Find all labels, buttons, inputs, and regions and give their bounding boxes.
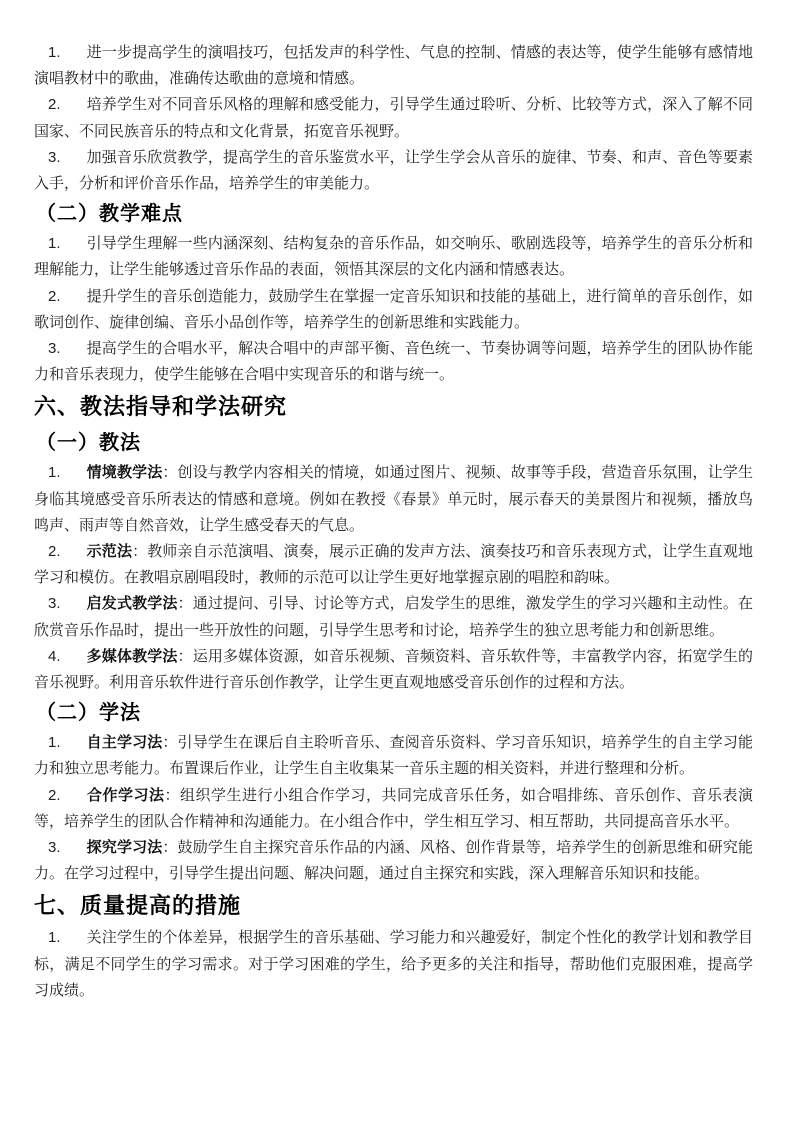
item-text: 培养学生对不同音乐风格的理解和感受能力，引导学生通过聆听、分析、比较等方式，深入了解不同国家、不同民族音乐的特点和文化背景，拓宽音乐视野。 (34, 96, 753, 140)
item-number: 1. (48, 734, 61, 752)
item-number: 1. (48, 464, 61, 482)
item-lead-term: 情境教学法 (86, 464, 163, 482)
item-text: 提升学生的音乐创造能力，鼓励学生在掌握一定音乐知识和技能的基础上，进行简单的音乐创作，如歌词创作、旋律创编、音乐小品创作等，培养学生的创新思维和实践能力。 (34, 287, 753, 331)
item-number: 1. (48, 44, 61, 61)
numbered-item (34, 40, 753, 92)
item-text: ：引导学生在课后自主聆听音乐、查阅音乐资料、学习音乐知识，培养学生的自主学习能力和独立思考能力。布置课后作业，让学生自主收集某一音乐主题的相关资料，并进行整理和分析。 (34, 734, 753, 778)
item-text: ：运用多媒体资源，如音乐视频、音频资料、音乐软件等，丰富教学内容，拓宽学生的音乐视野。利用音乐软件进行音乐创作教学，让学生更直观地感受音乐创作的过程和方法。 (34, 647, 753, 692)
item-text: 提高学生的合唱水平，解决合唱中的声部平衡、音色统一、节奏协调等问题，培养学生的团队协作能力和音乐表现力，使学生能够在合唱中实现音乐的和谐与统一。 (34, 340, 753, 384)
item-lead-term: 自主学习法 (86, 734, 163, 752)
numbered-item (34, 835, 753, 887)
item-text: 引导学生理解一些内涵深刻、结构复杂的音乐作品，如交响乐、歌剧选段等，培养学生的音乐分析和理解能力，让学生能够透过音乐作品的表面，领悟其深层的文化内涵和情感表达。 (34, 235, 753, 279)
item-number: 1. (48, 929, 61, 947)
numbered-item (34, 925, 753, 1004)
item-lead-term: 合作学习法 (86, 786, 165, 804)
item-text: ：教师亲自示范演唱、演奏，展示正确的发声方法、演奏技巧和音乐表现方式，让学生直观地学习和模仿。在教唱京剧唱段时，教师的示范可以让学生更好地掌握京剧的唱腔和韵味。 (34, 543, 753, 587)
item-number: 3. (48, 340, 61, 358)
item-text: 加强音乐欣赏教学，提高学生的音乐鉴赏水平，让学生学会从音乐的旋律、节奏、和声、音色等要素入手，分析和评价音乐作品，培养学生的审美能力。 (34, 148, 753, 193)
item-text: ：通过提问、引导、讨论等方式，启发学生的思维，激发学生的学习兴趣和主动性。在欣赏音乐作品时，提出一些开放性的问题，引导学生思考和讨论，培养学生的独立思考能力和创新思维。 (34, 595, 753, 639)
numbered-item (34, 284, 753, 336)
item-number: 3. (48, 839, 61, 857)
heading-chapter-six: 六、教法指导和学法研究 (34, 394, 288, 420)
heading-teaching-difficulties: （二）教学难点 (36, 203, 183, 226)
heading-teaching-methods: （一）教法 (36, 432, 141, 455)
numbered-item (34, 92, 753, 144)
item-lead-term: 多媒体教学法 (86, 647, 178, 665)
item-number: 2. (48, 96, 61, 114)
numbered-item (34, 460, 753, 539)
heading-learning-methods: （二）学法 (36, 702, 141, 725)
item-number: 1. (48, 235, 61, 253)
item-lead-term: 启发式教学法 (86, 595, 178, 613)
item-text: 进一步提高学生的演唱技巧，包括发声的科学性、气息的控制、情感的表达等，使学生能够有感情地演唱教材中的歌曲，准确传达歌曲的意境和情感。 (34, 44, 753, 88)
item-number: 4. (48, 647, 61, 665)
item-text: ：鼓励学生自主探究音乐作品的内涵、风格、创作背景等，培养学生的创新思维和研究能力。在学习过程中，引导学生提出问题、解决问题，通过自主探究和实践，深入理解音乐知识和技能。 (34, 839, 753, 883)
numbered-item (34, 231, 753, 283)
numbered-item (34, 539, 753, 591)
item-number: 2. (48, 786, 61, 804)
item-text: ：组织学生进行小组合作学习，共同完成音乐任务，如合唱排练、音乐创作、音乐表演等，培养学生的团队合作精神和沟通能力。在小组合作中，学生相互学习、相互帮助，共同提高音乐水平。 (34, 786, 753, 830)
numbered-item (34, 145, 753, 197)
item-number: 2. (48, 287, 61, 305)
item-lead-term: 探究学习法 (86, 839, 163, 857)
numbered-item (34, 591, 753, 643)
item-number: 3. (48, 595, 61, 613)
heading-chapter-seven: 七、质量提高的措施 (34, 893, 242, 919)
item-text: 关注学生的个体差异，根据学生的音乐基础、学习能力和兴趣爱好，制定个性化的教学计划和教学目标，满足不同学生的学习需求。对于学习困难的学生，给予更多的关注和指导，帮助他们克服困难，提高学习成绩。 (34, 929, 753, 999)
item-lead-term: 示范法 (86, 543, 133, 561)
item-number: 2. (48, 543, 61, 561)
item-number: 3. (48, 148, 61, 166)
numbered-item (34, 644, 753, 696)
numbered-item (34, 783, 753, 835)
item-text: ：创设与教学内容相关的情境，如通过图片、视频、故事等手段，营造音乐氛围，让学生身临其境感受音乐所表达的情感和意境。例如在教授《春景》单元时，展示春天的美景图片和视频，播放鸟鸣声、雨声等自然音效，让学生感受春天的气息。 (34, 464, 753, 534)
numbered-item (34, 336, 753, 388)
numbered-item (34, 730, 753, 782)
